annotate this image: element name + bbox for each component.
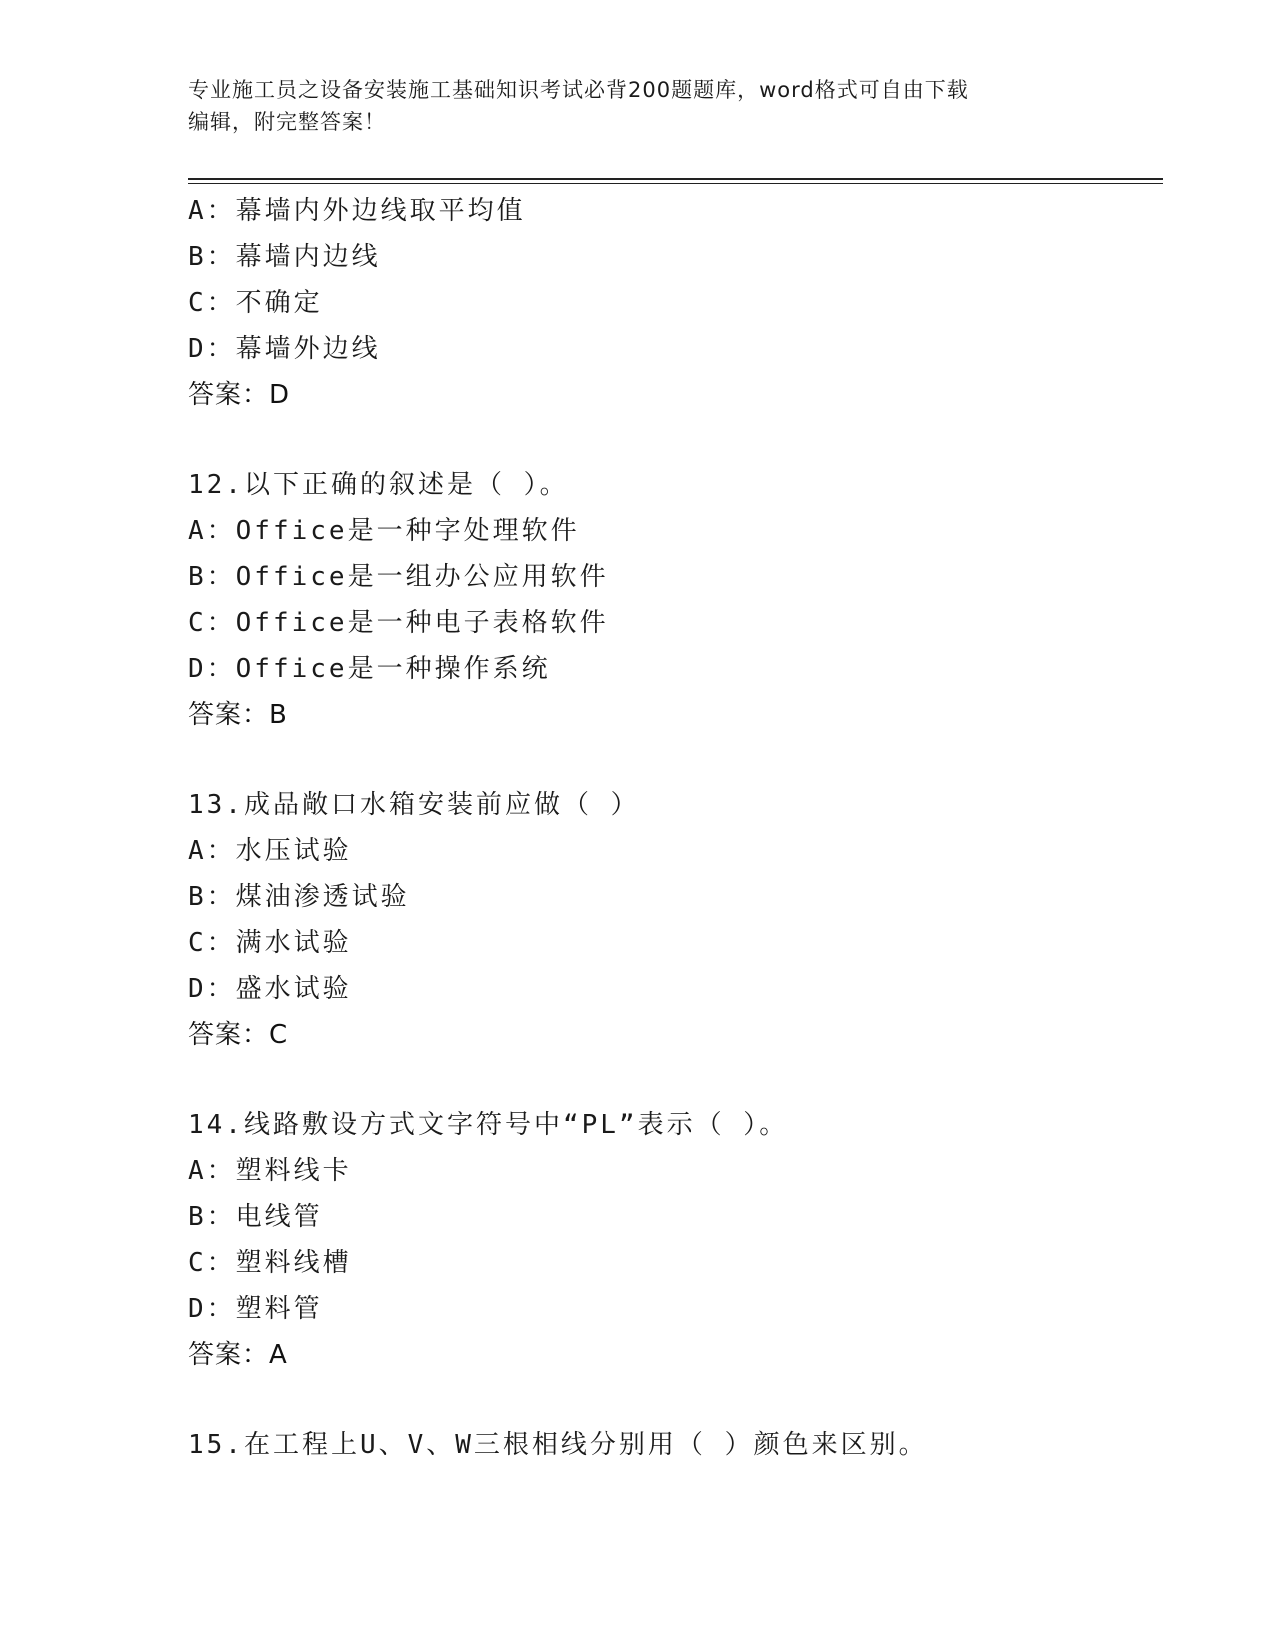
q12-option-c: C：Office是一种电子表格软件	[188, 608, 609, 638]
question-12-block	[188, 462, 1163, 738]
q12-question: 12.以下正确的叙述是（ ）。	[188, 470, 569, 500]
header-rule-thin	[188, 183, 1163, 184]
header-rule-thick	[188, 178, 1163, 180]
q13-option-c: C：满水试验	[188, 928, 352, 958]
q13-option-a: A：水压试验	[188, 836, 352, 866]
question-11-block	[188, 188, 1163, 418]
question-list	[188, 188, 1163, 1468]
spacer	[188, 738, 1163, 782]
q11-option-c: C：不确定	[188, 288, 323, 318]
q14-option-b: B：电线管	[188, 1202, 323, 1232]
q11-option-d: D：幕墙外边线	[188, 334, 381, 364]
document-header	[188, 74, 1068, 138]
q13-question: 13.成品敞口水箱安装前应做（ ）	[188, 790, 640, 820]
q11-option-b: B：幕墙内边线	[188, 242, 381, 272]
spacer	[188, 1058, 1163, 1102]
q12-option-d: D：Office是一种操作系统	[188, 654, 551, 684]
q11-answer: 答案：D	[188, 380, 291, 410]
q15-question: 15.在工程上U、V、W三根相线分别用（ ）颜色来区别。	[188, 1430, 928, 1460]
question-15-block	[188, 1422, 1163, 1468]
q14-question: 14.线路敷设方式文字符号中“PL”表示（ ）。	[188, 1110, 789, 1140]
q13-option-d: D：盛水试验	[188, 974, 352, 1004]
q14-option-c: C：塑料线槽	[188, 1248, 352, 1278]
spacer	[188, 418, 1163, 462]
question-13-block	[188, 782, 1163, 1058]
q12-option-a: A：Office是一种字处理软件	[188, 516, 580, 546]
header-line-2: 编辑，附完整答案！	[188, 110, 386, 134]
q12-answer: 答案：B	[188, 700, 288, 730]
q12-option-b: B：Office是一组办公应用软件	[188, 562, 609, 592]
header-line-1: 专业施工员之设备安装施工基础知识考试必背200题题库，word格式可自由下载	[188, 78, 969, 102]
q14-answer: 答案：A	[188, 1340, 288, 1370]
q11-option-a: A：幕墙内外边线取平均值	[188, 196, 526, 226]
q14-option-a: A：塑料线卡	[188, 1156, 352, 1186]
q14-option-d: D：塑料管	[188, 1294, 323, 1324]
q13-answer: 答案：C	[188, 1020, 289, 1050]
spacer	[188, 1378, 1163, 1422]
q13-option-b: B：煤油渗透试验	[188, 882, 410, 912]
question-14-block	[188, 1102, 1163, 1378]
